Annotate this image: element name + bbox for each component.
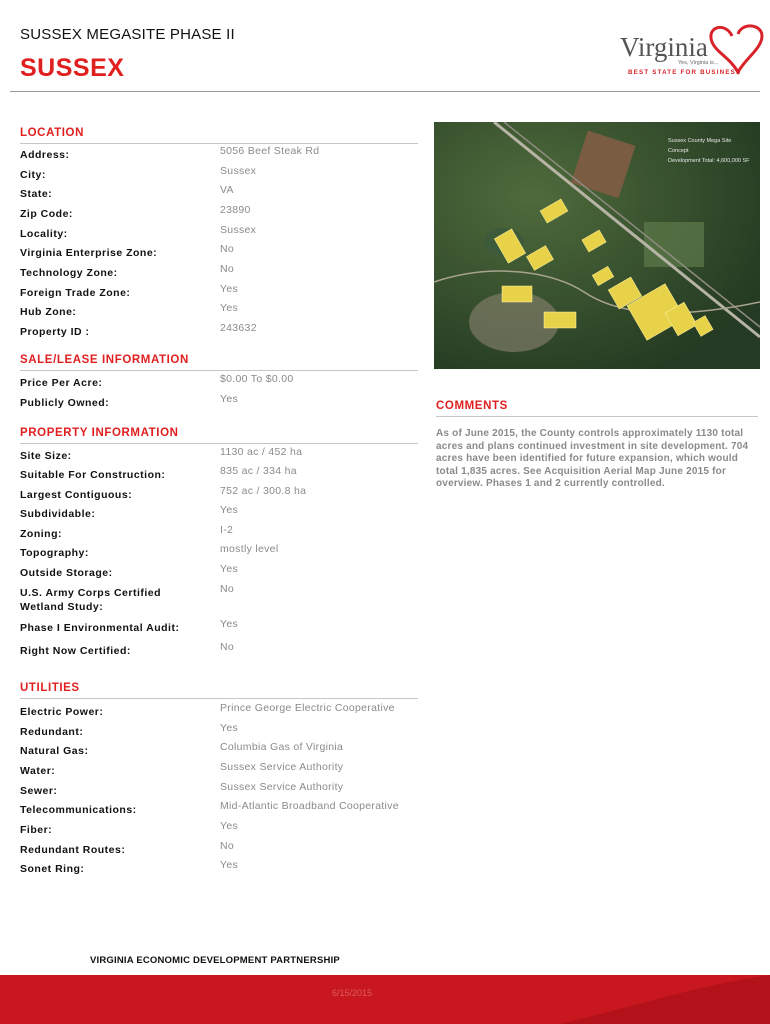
- property-label: U.S. Army Corps Certified: [20, 587, 162, 599]
- location-value: No: [220, 243, 235, 255]
- aerial-caption-3: Development Total: 4,600,000 SF: [668, 158, 750, 164]
- location-value: Sussex: [220, 165, 257, 177]
- location-value: Sussex: [220, 224, 257, 236]
- property-label: Right Now Certified:: [20, 645, 131, 657]
- utilities-value: Yes: [220, 859, 239, 871]
- location-label: Technology Zone:: [20, 267, 118, 279]
- sale-lease-label: Publicly Owned:: [20, 397, 110, 409]
- property-heading: PROPERTY INFORMATION: [20, 427, 418, 444]
- location-label: Address:: [20, 149, 70, 161]
- utilities-heading: UTILITIES: [20, 682, 418, 699]
- property-value: Yes: [220, 563, 239, 575]
- logo-word: Virginia: [620, 32, 708, 62]
- property-label: Suitable For Construction:: [20, 469, 166, 481]
- location-value: No: [220, 263, 235, 275]
- utilities-label: Natural Gas:: [20, 745, 89, 757]
- utilities-value: Prince George Electric Cooperative: [220, 702, 395, 714]
- property-label: Zoning:: [20, 528, 62, 540]
- location-value: 243632: [220, 322, 257, 334]
- property-value: No: [220, 641, 235, 653]
- location-value: VA: [220, 184, 234, 196]
- property-value: 752 ac / 300.8 ha: [220, 485, 307, 497]
- footer-swoosh: [0, 975, 770, 1024]
- property-label-cont: Wetland Study:: [20, 601, 104, 613]
- logo-sub: Yes, Virginia is...: [678, 60, 719, 66]
- property-value: Yes: [220, 618, 239, 630]
- utilities-label: Redundant:: [20, 726, 84, 738]
- location-label: Hub Zone:: [20, 306, 77, 318]
- property-value: mostly level: [220, 543, 279, 555]
- location-value: Yes: [220, 302, 239, 314]
- property-value: No: [220, 583, 235, 595]
- location-value: Yes: [220, 283, 239, 295]
- utilities-label: Sewer:: [20, 785, 58, 797]
- utilities-value: Sussex Service Authority: [220, 761, 344, 773]
- location-heading: LOCATION: [20, 127, 418, 144]
- utilities-value: Sussex Service Authority: [220, 781, 344, 793]
- utilities-value: No: [220, 840, 235, 852]
- property-label: Subdividable:: [20, 508, 96, 520]
- location-value: 23890: [220, 204, 251, 216]
- sale-lease-heading: SALE/LEASE INFORMATION: [20, 354, 418, 371]
- property-label: Topography:: [20, 547, 89, 559]
- virginia-logo: [614, 22, 764, 80]
- property-label: Site Size:: [20, 450, 72, 462]
- utilities-label: Telecommunications:: [20, 804, 137, 816]
- aerial-map-graphic: [434, 122, 760, 369]
- utilities-value: Columbia Gas of Virginia: [220, 741, 344, 753]
- sale-lease-value: Yes: [220, 393, 239, 405]
- location-label: Property ID :: [20, 326, 90, 338]
- utilities-label: Electric Power:: [20, 706, 104, 718]
- property-value: 835 ac / 334 ha: [220, 465, 297, 477]
- logo-tagline: BEST STATE FOR BUSINESS: [628, 69, 742, 76]
- footer-date: 6/15/2015: [332, 988, 373, 998]
- utilities-label: Redundant Routes:: [20, 844, 126, 856]
- utilities-label: Fiber:: [20, 824, 53, 836]
- utilities-value: Yes: [220, 722, 239, 734]
- location-label: City:: [20, 169, 46, 181]
- property-label: Largest Contiguous:: [20, 489, 133, 501]
- utilities-value: Yes: [220, 820, 239, 832]
- virginia-logo-mark: [614, 22, 764, 80]
- property-value: I-2: [220, 524, 234, 536]
- sale-lease-value: $0.00 To $0.00: [220, 373, 294, 385]
- property-value: 1130 ac / 452 ha: [220, 446, 303, 458]
- property-label: Outside Storage:: [20, 567, 113, 579]
- footer-band: [0, 975, 770, 1024]
- utilities-label: Sonet Ring:: [20, 863, 85, 875]
- page-subtitle: SUSSEX: [20, 54, 125, 82]
- comments-text: As of June 2015, the County controls approximately 1130 total acres and plans continued investment in site development. 704 acres have been identified for future expansion, which would total 1,835 acres. See Acquisition Aerial Map June 2015 for overview. Phases 1 and 2 currently controlled.: [436, 428, 749, 489]
- aerial-caption-2: Concept: [668, 148, 689, 154]
- utilities-value: Mid-Atlantic Broadband Cooperative: [220, 800, 399, 812]
- location-label: Zip Code:: [20, 208, 73, 220]
- location-label: Locality:: [20, 228, 68, 240]
- location-label: Virginia Enterprise Zone:: [20, 247, 158, 259]
- page-title: SUSSEX MEGASITE PHASE II: [20, 26, 235, 43]
- property-label: Phase I Environmental Audit:: [20, 622, 180, 634]
- comments-heading: COMMENTS: [436, 400, 758, 417]
- property-value: Yes: [220, 504, 239, 516]
- aerial-site-map: [434, 122, 760, 369]
- sale-lease-label: Price Per Acre:: [20, 377, 103, 389]
- aerial-caption-1: Sussex County Mega Site: [668, 138, 732, 144]
- utilities-label: Water:: [20, 765, 56, 777]
- footer-organization: VIRGINIA ECONOMIC DEVELOPMENT PARTNERSHIP: [90, 955, 340, 966]
- location-value: 5056 Beef Steak Rd: [220, 145, 320, 157]
- location-label: Foreign Trade Zone:: [20, 287, 131, 299]
- header-divider: [10, 91, 760, 92]
- location-label: State:: [20, 188, 53, 200]
